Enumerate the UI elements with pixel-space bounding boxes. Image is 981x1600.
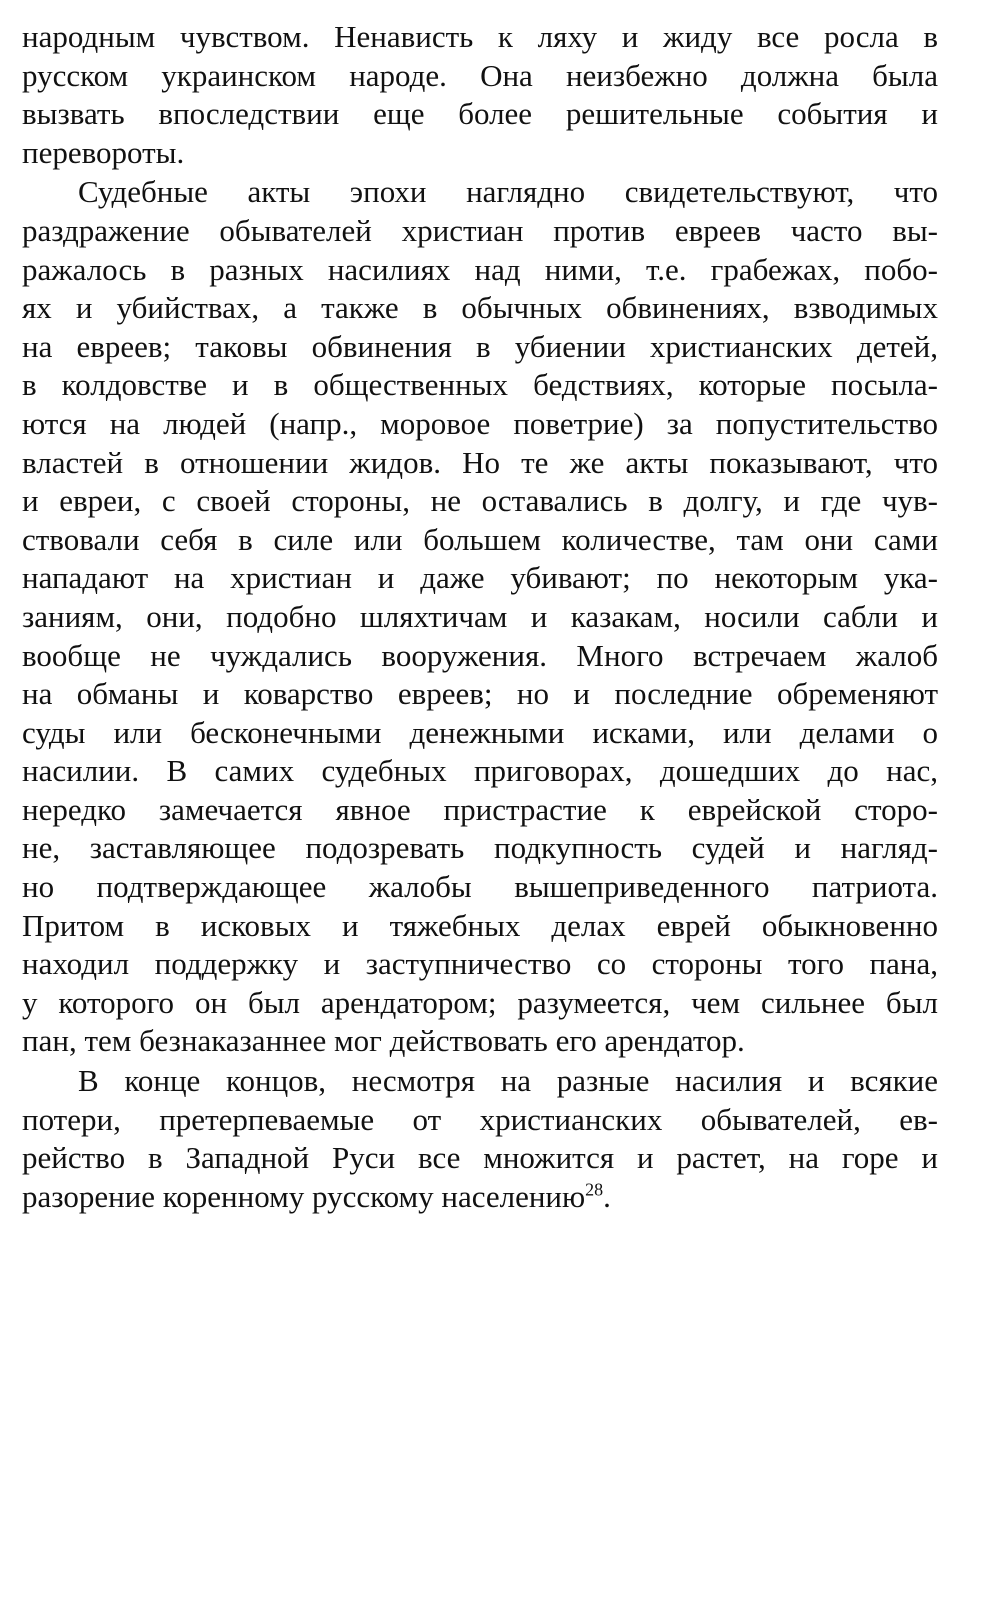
paragraph-3 (22, 1062, 938, 1216)
text-line: заниям, они, подобно шляхтичам и казакам, носили сабли и (22, 598, 938, 634)
text-line: ражалось в разных насилиях над ними, т.е. грабежах, побо- (22, 251, 938, 287)
text-line: Притом в исковых и тяжебных делах еврей обыкновенно (22, 907, 938, 943)
paragraph-1 (22, 18, 938, 172)
text-line: на обманы и коварство евреев; но и последние обременяют (22, 676, 938, 712)
final-punctuation: . (603, 1178, 611, 1214)
text-line: и евреи, с своей стороны, не оставались в долгу, и где чув- (22, 483, 938, 519)
text-line: В конце концов, несмотря на разные насилия и всякие (78, 1063, 938, 1099)
text-line: вызвать впоследствии еще более решительные события и (22, 96, 938, 132)
text-line-final (22, 1178, 938, 1217)
footnote-reference[interactable]: 28 (585, 1179, 604, 1200)
book-page (22, 18, 938, 1216)
text-line: ствовали себя в силе или большем количестве, там они сами (22, 521, 938, 557)
text-line: народным чувством. Ненависть к ляху и жиду все росла в (22, 19, 938, 54)
final-line-text: разорение коренному русскому населению (22, 1178, 586, 1214)
text-line: Судебные акты эпохи наглядно свидетельствуют, что (78, 174, 938, 210)
text-line: властей в отношении жидов. Но те же акты показывают, что (22, 444, 938, 480)
text-line: суды или бесконечными денежными исками, или делами о (22, 714, 938, 750)
text-line: у которого он был арендатором; разумеется, чем сильнее был (22, 984, 938, 1020)
paragraph-2 (22, 173, 938, 1061)
text-line: на евреев; таковы обвинения в убиении христианских детей, (22, 328, 938, 364)
text-line: нередко замечается явное пристрастие к еврейской сторо- (22, 791, 938, 827)
text-line: ются на людей (напр., моровое поветрие) за попустительство (22, 405, 938, 441)
text-line: рейство в Западной Руси все множится и растет, на горе и (22, 1140, 938, 1176)
text-line: насилии. В самих судебных приговорах, дошедших до нас, (22, 753, 938, 789)
text-line: в колдовстве и в общественных бедствиях, которые посыла- (22, 367, 938, 403)
text-line: потери, претерпеваемые от христианских обывателей, ев- (22, 1101, 938, 1137)
text-line: русском украинском народе. Она неизбежно должна была (22, 57, 938, 93)
text-line: ях и убийствах, а также в обычных обвинениях, взводимых (22, 290, 938, 326)
text-line: перевороты. (22, 134, 185, 170)
text-line: нападают на христиан и даже убивают; по некоторым ука- (22, 560, 938, 596)
text-line: раздражение обывателей христиан против евреев часто вы- (22, 212, 938, 248)
text-line: не, заставляющее подозревать подкупность судей и нагляд- (22, 830, 938, 866)
text-line: вообще не чуждались вооружения. Много встречаем жалоб (22, 637, 938, 673)
text-line: находил поддержку и заступничество со стороны того пана, (22, 946, 938, 982)
text-line: пан, тем безнаказаннее мог действовать его арендатор. (22, 1023, 745, 1059)
text-line: но подтверждающее жалобы вышеприведенного патриота. (22, 869, 938, 905)
